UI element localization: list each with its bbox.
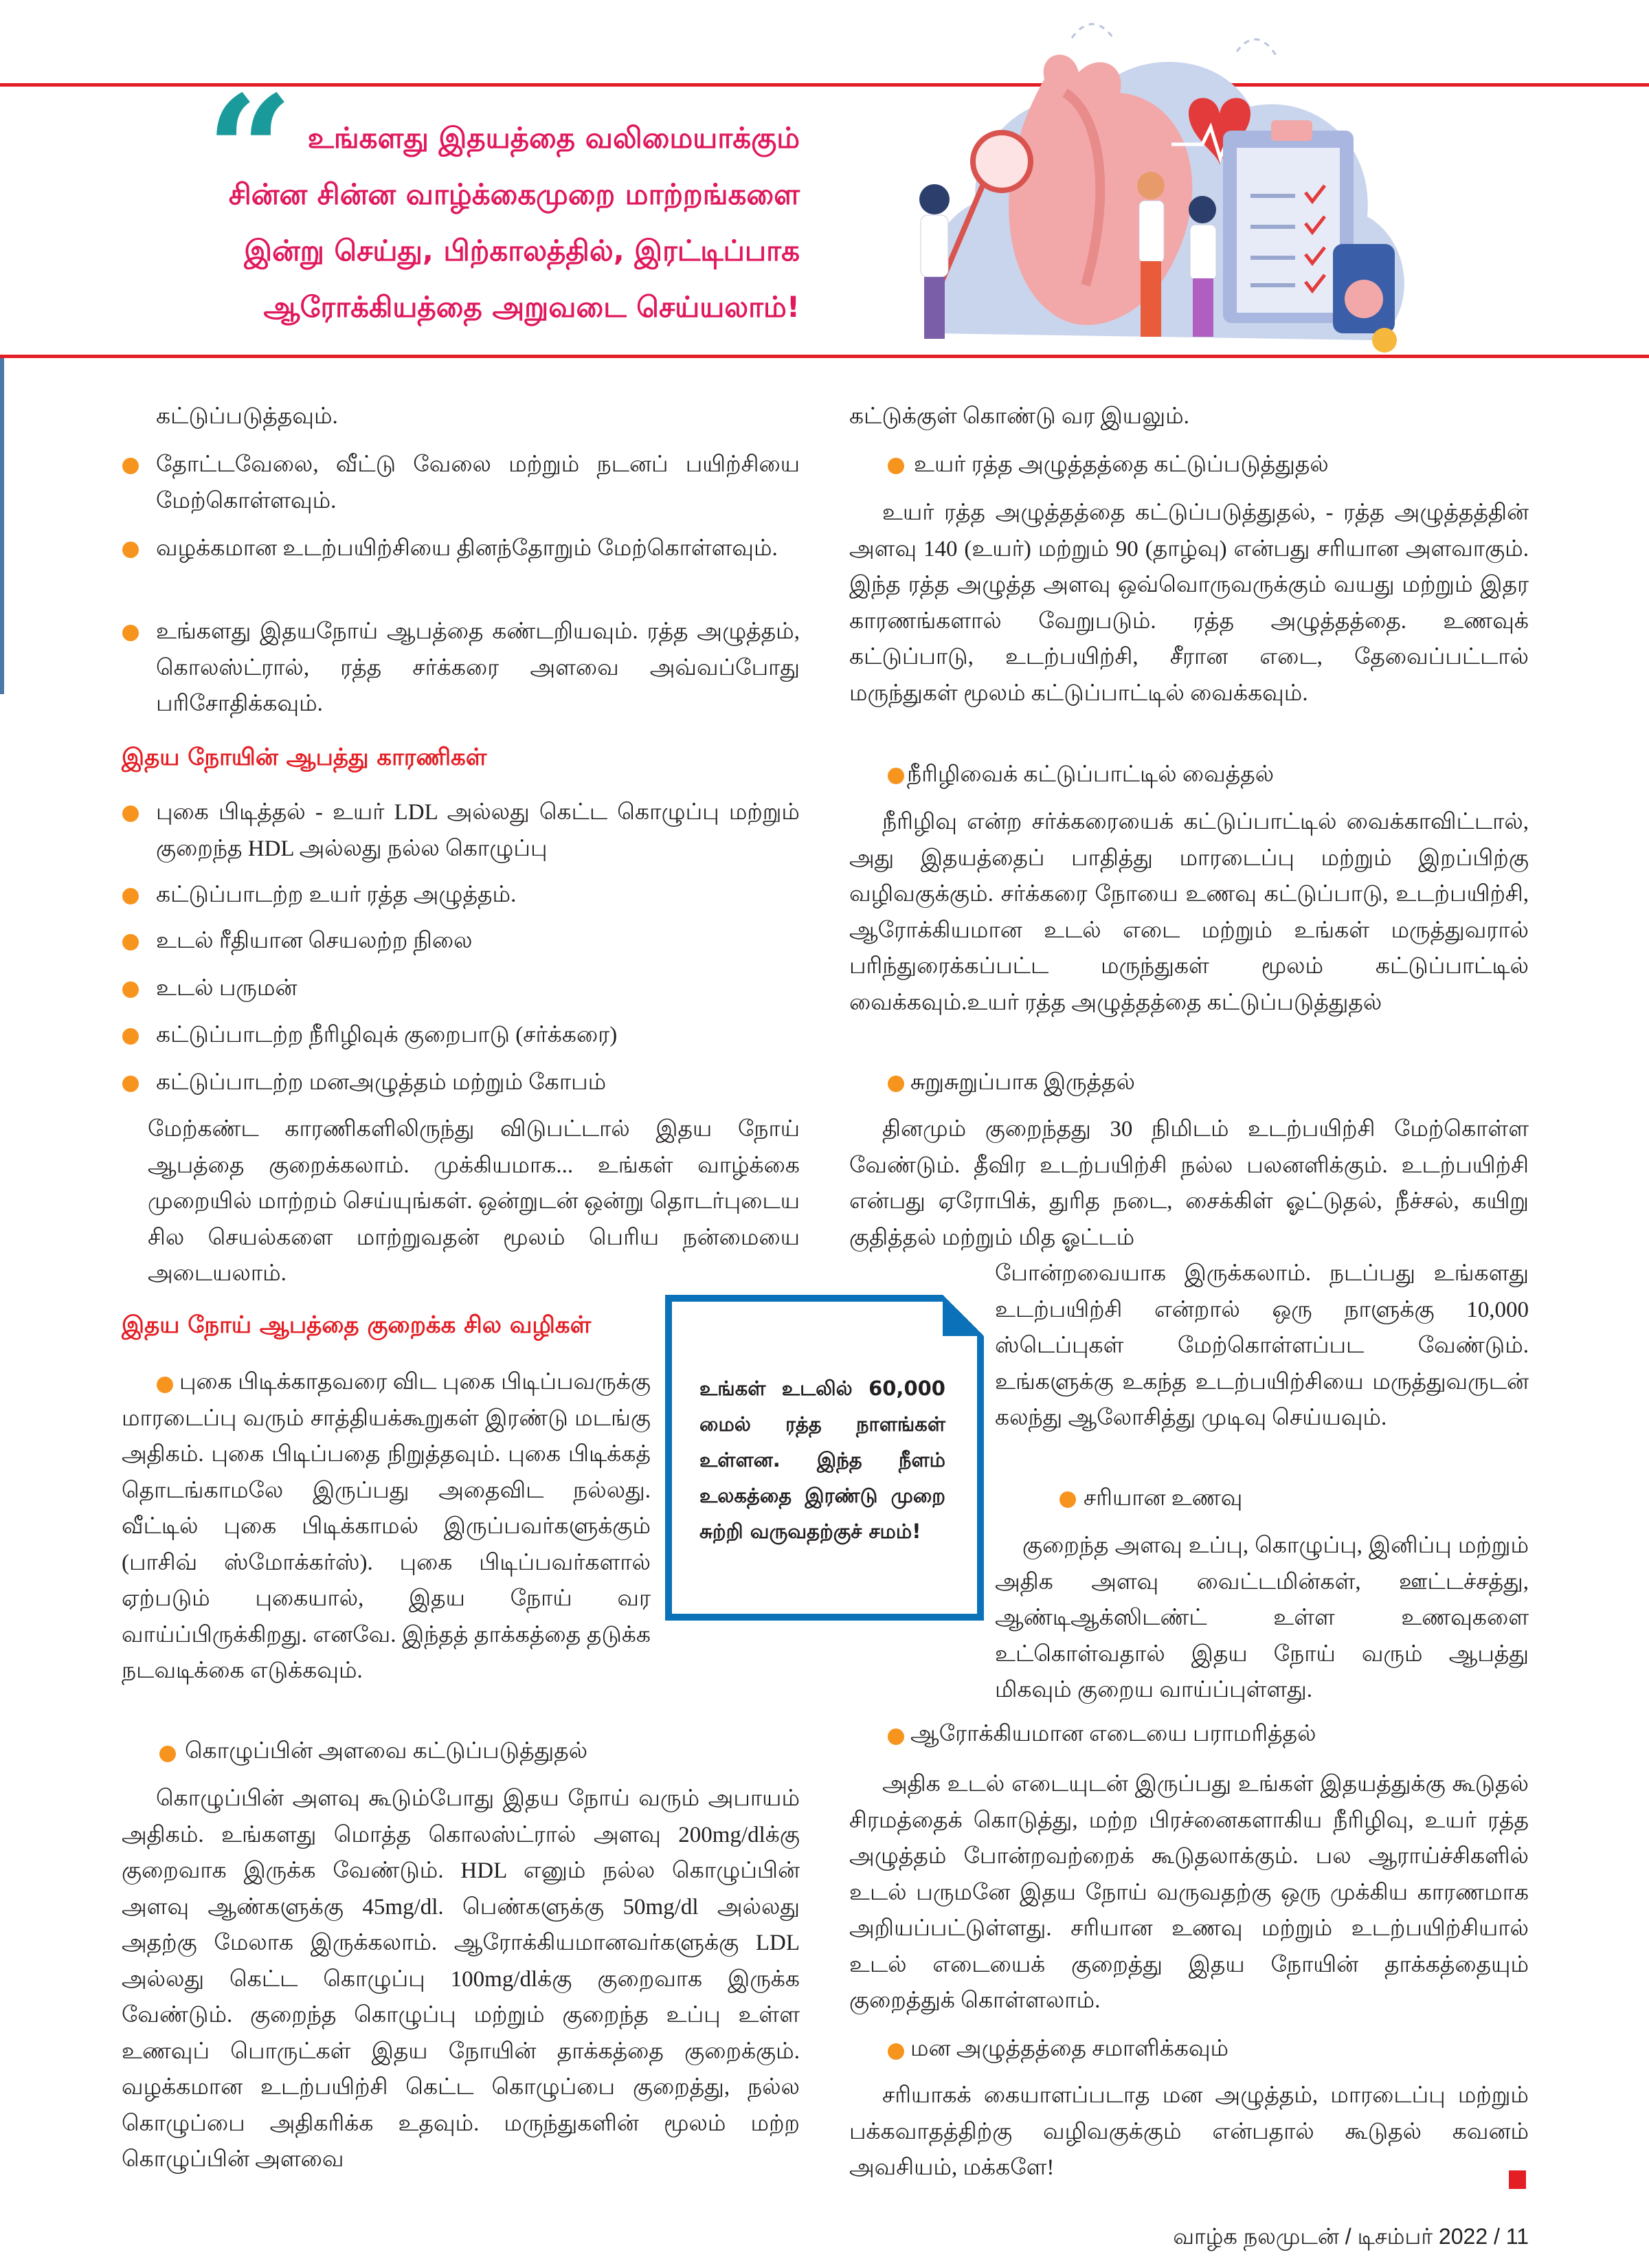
- list-item: தோட்டவேலை, வீட்டு வேலை மற்றும் நடனப் பயிற்சியை மேற்கொள்ளவும்.: [156, 452, 800, 513]
- blood-pressure-paragraph: உயர் ரத்த அழுத்தத்தை கட்டுப்படுத்துதல், - ரத்த அழுத்தத்தின் அளவு 140 (உயர்) மற்றும் 90 (தாழ்வு) என்பது சரியான அளவாகும். இந்த ரத்த அழுத்த அளவு ஒவ்வொருவருக்கும் வயது மற்றும் இதர காரணங்களால் வேறுபடும். ரத்த அழுத்தத்தை. உணவுக் கட்டுப்பாடு, உடற்பயிற்சி, சீரான எடை, தேவைப்பட்டால் மருந்துகள் மூலம் கட்டுப்பாட்டில் வைக்கவும்.: [849, 500, 1529, 706]
- bullet-icon: [122, 1028, 139, 1045]
- section-heading-ways: இதய நோய் ஆபத்தை குறைக்க சில வழிகள்: [122, 1311, 592, 1339]
- bullet-icon: [888, 1076, 904, 1092]
- stress-paragraph: சரியாகக் கையாளப்படாத மன அழுத்தம், மாரடைப்பு மற்றும் பக்கவாதத்திற்கு வழிவகுக்கும் என்பதால் கூடுதல் கவனம் அவசியம், மக்களே!: [849, 2083, 1529, 2180]
- subheading-blood-pressure: உயர் ரத்த அழுத்தத்தை கட்டுப்படுத்துதல்: [914, 452, 1329, 477]
- quote-mark-icon: “: [206, 62, 293, 240]
- bullet-icon: [888, 768, 904, 784]
- activity-paragraph-continued: போன்றவையாக இருக்கலாம். நடப்பது உங்களது உடற்பயிற்சி என்றால் ஒரு நாளுக்கு 10,000 ஸ்டெப்புகள் மேற்கொள்ளப்பட வேண்டும். உங்களுக்கு உகந்த உடற்பயிற்சியை மருத்துவருடன் கலந்து ஆலோசித்து முடிவு செய்யவும்.: [995, 1261, 1529, 1430]
- bullet-icon: [122, 1076, 139, 1092]
- continued-text: கட்டுக்குள் கொண்டு வர இயலும்.: [849, 404, 1189, 429]
- bullet-icon: [122, 458, 139, 474]
- callout-box: [665, 1295, 984, 1621]
- bullet-icon: [1059, 1491, 1076, 1508]
- subheading-cholesterol: கொழுப்பின் அளவை கட்டுப்படுத்துதல்: [185, 1739, 588, 1764]
- risk-factor-item: கட்டுப்பாடற்ற நீரிழிவுக் குறைபாடு (சர்க்கரை): [156, 1023, 618, 1047]
- cholesterol-paragraph: கொழுப்பின் அளவு கூடும்போது இதய நோய் வரும் அபாயம் அதிகம். உங்களது மொத்த கொலஸ்ட்ரால் அளவு 200mg/dlக்கு குறைவாக இருக்க வேண்டும். HDL எனும் நல்ல கொழுப்பின் அளவு ஆண்களுக்கு 45mg/dl. பெண்களுக்கு 50mg/dl அல்லது அதற்கு மேலாக இருக்கலாம். ஆரோக்கியமானவர்களுக்கு LDL அல்லது கெட்ட கொழுப்பு 100mg/dlக்கு குறைவாக இருக்க வேண்டும். குறைந்த கொழுப்பு மற்றும் குறைந்த உப்பு உள்ள உணவுப் பொருட்கள் இதய நோயின் தாக்கத்தை குறைக்கும். வழக்கமான உடற்பயிற்சி கெட்ட கொழுப்பை குறைத்து, நல்ல கொழுப்பை அதிகரிக்க உதவும். மருந்துகளின் மூலம் மற்ற கொழுப்பின் அளவை: [122, 1786, 800, 2172]
- subheading-active: சுறுசுறுப்பாக இருத்தல்: [910, 1070, 1136, 1095]
- list-item: உங்களது இதயநோய் ஆபத்தை கண்டறியவும். ரத்த அழுத்தம், கொலஸ்ட்ரால், ரத்த சர்க்கரை அளவை அவ்வப்போது பரிசோதிக்கவும்.: [156, 619, 800, 716]
- subheading-diabetes: நீரிழிவைக் கட்டுப்பாட்டில் வைத்தல்: [907, 762, 1275, 787]
- pull-quote-line: ஆரோக்கியத்தை அறுவடை செய்யலாம்!: [263, 290, 800, 324]
- bullet-icon: [159, 1746, 176, 1762]
- diabetes-paragraph: நீரிழிவு என்ற சர்க்கரையைக் கட்டுப்பாட்டில் வைக்காவிட்டால், அது இதயத்தைப் பாதித்து மாரடைப்பு மற்றும் இறப்பிற்கு வழிவகுக்கும். சர்க்கரை நோயை உணவு கட்டுப்பாடு, உடற்பயிற்சி, ஆரோக்கியமான உடல் எடை மற்றும் உங்கள் மருத்துவரால் பரிந்துரைக்கப்பட்ட மருந்துகள் மூலம் கட்டுப்பாட்டில் வைக்கவும்.உயர் ரத்த அழுத்தத்தை கட்டுப்படுத்துதல்: [849, 810, 1529, 1015]
- subheading-stress: மன அழுத்தத்தை சமாளிக்கவும்: [910, 2036, 1229, 2061]
- bullet-icon: [122, 625, 139, 641]
- continued-text: கட்டுப்படுத்தவும்.: [156, 404, 338, 429]
- left-edge-strip: [0, 357, 4, 694]
- risk-factor-item: கட்டுப்பாடற்ற உயர் ரத்த அழுத்தம்.: [156, 882, 517, 907]
- risk-summary-paragraph: மேற்கண்ட காரணிகளிலிருந்து விடுபட்டால் இதய நோய் ஆபத்தை குறைக்கலாம். முக்கியமாக... உங்கள் வாழ்க்கை முறையில் மாற்றம் செய்யுங்கள். ஒன்றுடன் ஒன்று தொடர்புடைய சில செயல்களை மாற்றுவதன் மூலம் பெரிய நன்மையை அடையலாம்.: [148, 1117, 800, 1286]
- bullet-icon: [122, 542, 139, 558]
- page-footer: வாழ்க நலமுடன் / டிசம்பர் 2022 / 11: [1173, 2224, 1529, 2249]
- pull-quote-line: உங்களது இதயத்தை வலிமையாக்கும்: [307, 121, 800, 155]
- section-heading-risk-factors: இதய நோயின் ஆபத்து காரணிகள்: [122, 744, 487, 771]
- bullet-icon: [888, 458, 904, 474]
- bullet-icon: [122, 981, 139, 998]
- subheading-weight: ஆரோக்கியமான எடையை பராமரித்தல்: [910, 1722, 1316, 1746]
- end-mark-icon: [1509, 2170, 1526, 2189]
- bullet-icon: [888, 1728, 904, 1745]
- bullet-icon: [122, 934, 139, 950]
- pull-quote-line: சின்ன சின்ன வாழ்க்கைமுறை மாற்றங்களை: [228, 177, 800, 211]
- risk-factor-item: உடல் ரீதியான செயலற்ற நிலை: [156, 929, 473, 953]
- folded-corner-icon: [943, 1295, 984, 1336]
- bullet-icon: [888, 2043, 904, 2060]
- callout-text: உங்கள் உடலில் 60,000 மைல் ரத்த நாளங்கள் உள்ளன. இந்த நீளம் உலகத்தை இரண்டு முறை சுற்றி வருவதற்குச் சமம்!: [699, 1377, 945, 1543]
- risk-factor-item: கட்டுப்பாடற்ற மனஅழுத்தம் மற்றும் கோபம்: [156, 1070, 607, 1095]
- pull-quote-line: இன்று செய்து, பிற்காலத்தில், இரட்டிப்பாக: [244, 234, 800, 267]
- weight-paragraph: அதிக உடல் எடையுடன் இருப்பது உங்கள் இதயத்துக்கு கூடுதல் சிரமத்தைக் கொடுத்து, மற்ற பிரச்னைகளாகிய நீரிழிவு, உயர் ரத்த அழுத்தம் போன்றவற்றைக் கூடுதலாக்கும். பல ஆராய்ச்சிகளில் உடல் பருமனே இதய நோய் வருவதற்கு ஒரு முக்கிய காரணமாக அறியப்பட்டுள்ளது. சரியான உணவு மற்றும் உடற்பயிற்சியால் உடல் எடையைக் குறைத்து இதய நோயின் தாக்கத்தையும் குறைத்துக் கொள்ளலாம்.: [849, 1772, 1529, 2013]
- smoking-paragraph: புகை பிடிக்காதவரை விட புகை பிடிப்பவருக்கு மாரடைப்பு வரும் சாத்தியக்கூறுகள் இரண்டு மடங்கு அதிகம். புகை பிடிப்பதை நிறுத்தவும். புகை பிடிக்கத் தொடங்காமலே இருப்பது அதைவிட நல்லது. வீட்டில் புகை பிடிக்காமல் இருப்பவர்களுக்கும் (பாசிவ் ஸ்மோக்கர்ஸ்). புகை பிடிப்பவர்களால் ஏற்படும் புகையால், இதய நோய் வர வாய்ப்பிருக்கிறது. எனவே. இந்தத் தாக்கத்தை தடுக்க நடவடிக்கை எடுக்கவும்.: [122, 1370, 651, 1683]
- subheading-food: சரியான உணவு: [1084, 1486, 1243, 1511]
- risk-factor-item: புகை பிடித்தல் - உயர் LDL அல்லது கெட்ட கொழுப்பு மற்றும் குறைந்த HDL அல்லது நல்ல கொழுப்பு: [156, 800, 800, 861]
- risk-factor-item: உடல் பருமன்: [156, 976, 298, 1001]
- list-item: வழக்கமான உடற்பயிற்சியை தினந்தோறும் மேற்கொள்ளவும்.: [156, 536, 778, 561]
- bullet-icon: [122, 805, 139, 822]
- activity-paragraph: தினமும் குறைந்தது 30 நிமிடம் உடற்பயிற்சி மேற்கொள்ள வேண்டும். தீவிர உடற்பயிற்சி நல்ல பலனளிக்கும். உடற்பயிற்சி என்பது ஏரோபிக், துரித நடை, சைக்கிள் ஓட்டுதல், நீச்சல், கயிறு குதித்தல் மற்றும் மித ஓட்டம்: [849, 1117, 1529, 1250]
- heart-checkup-illustration: [893, 10, 1443, 357]
- food-paragraph: குறைந்த அளவு உப்பு, கொழுப்பு, இனிப்பு மற்றும் அதிக அளவு வைட்டமின்கள், ஊட்டச்சத்து, ஆண்டிஆக்ஸிடண்ட் உள்ள உணவுகளை உட்கொள்வதால் இதய நோய் வரும் ஆபத்து மிகவும் குறைய வாய்ப்புள்ளது.: [995, 1533, 1529, 1702]
- bullet-icon: [122, 888, 139, 904]
